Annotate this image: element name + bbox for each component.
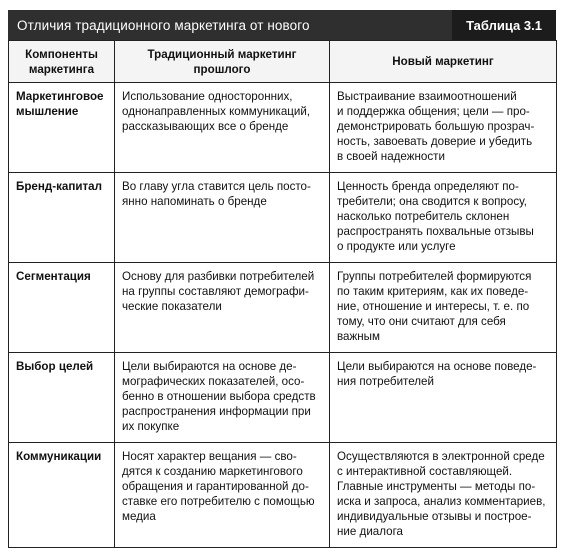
table-row <box>9 443 557 548</box>
row-new: Выстраивание взаимоотношений и поддержка общения; цели — про- демонстрировать большую прозрач- ность, завоевать доверие и убедить в своей надежности <box>330 83 557 173</box>
row-new: Осуществляются в электронной среде с интерактивной составляющей. Главные инструменты — методы по- иска и запроса, анализ комментариев, индивидуальные отзывы и построе- ние диалога <box>330 443 557 548</box>
table-row <box>9 83 557 173</box>
table-row <box>9 173 557 263</box>
table-container <box>8 10 556 548</box>
row-new: Ценность бренда определяют по- требители; она сводится к вопросу, насколько потребитель склонен распространять похвальные отзывы о продукте или услуге <box>330 173 557 263</box>
row-new: Цели выбираются на основе поведе- ния потребителей <box>330 353 557 443</box>
table-row <box>9 353 557 443</box>
table-title-bar <box>8 10 556 40</box>
row-new: Группы потребителей формируются по таким критериям, как их поведе- ние, отношение и интересы, т. е. по тому, что они считают для себя важным <box>330 263 557 353</box>
row-component: Бренд-капитал <box>9 173 115 263</box>
row-component: Сегментация <box>9 263 115 353</box>
comparison-table <box>8 40 557 548</box>
column-header-traditional: Традиционный маркетинг прошлого <box>115 41 330 83</box>
row-component: Коммуникации <box>9 443 115 548</box>
row-component: Маркетинговое мышление <box>9 83 115 173</box>
table-title: Отличия традиционного маркетинга от нового <box>17 18 310 33</box>
table-header-row <box>9 41 557 83</box>
table-row <box>9 263 557 353</box>
row-traditional: Использование односторонних, однонаправленных коммуникаций, рассказывающих все о бренде <box>115 83 330 173</box>
row-traditional: Цели выбираются на основе де- мографических показателей, осо- бенно в отношении выбора средств распространения информации при их покупке <box>115 353 330 443</box>
row-traditional: Во главу угла ставится цель посто- янно напоминать о бренде <box>115 173 330 263</box>
column-header-new: Новый маркетинг <box>330 41 557 83</box>
row-traditional: Основу для разбивки потребителей на группы составляют демографи- ческие показатели <box>115 263 330 353</box>
column-header-components: Компоненты маркетинга <box>9 41 115 83</box>
row-traditional: Носят характер вещания — сво- дятся к созданию маркетингового обращения и гарантированной до- ставке его потребителю с помощью медиа <box>115 443 330 548</box>
row-component: Выбор целей <box>9 353 115 443</box>
table-number-tag: Таблица 3.1 <box>452 10 556 40</box>
